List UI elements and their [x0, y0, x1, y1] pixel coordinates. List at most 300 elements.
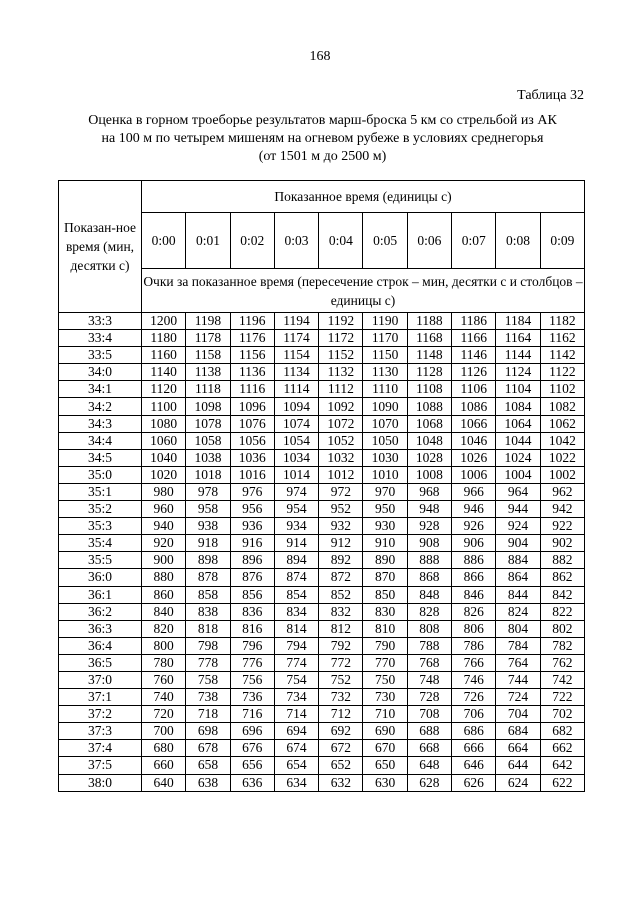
table-row [59, 483, 585, 500]
score-cell: 776 [230, 654, 274, 671]
score-cell: 956 [230, 501, 274, 518]
score-cell: 1082 [540, 398, 584, 415]
score-cell: 940 [142, 518, 186, 535]
score-cell: 740 [142, 689, 186, 706]
scores-table [58, 180, 585, 792]
score-cell: 1158 [186, 347, 230, 364]
score-cell: 1126 [452, 364, 496, 381]
score-cell: 974 [274, 483, 318, 500]
table-row [59, 415, 585, 432]
score-cell: 958 [186, 501, 230, 518]
score-cell: 644 [496, 757, 540, 774]
score-cell: 1100 [142, 398, 186, 415]
score-cell: 1080 [142, 415, 186, 432]
score-cell: 716 [230, 706, 274, 723]
score-cell: 870 [363, 569, 407, 586]
score-cell: 976 [230, 483, 274, 500]
score-cell: 930 [363, 518, 407, 535]
score-cell: 782 [540, 637, 584, 654]
score-cell: 872 [319, 569, 363, 586]
score-cell: 1084 [496, 398, 540, 415]
score-cell: 1022 [540, 449, 584, 466]
score-cell: 954 [274, 501, 318, 518]
score-cell: 1200 [142, 313, 186, 330]
score-cell: 654 [274, 757, 318, 774]
score-cell: 1190 [363, 313, 407, 330]
row-label: 38:0 [59, 774, 142, 791]
score-cell: 774 [274, 654, 318, 671]
caption-line-3: (от 1501 м до 2500 м) [258, 149, 387, 164]
column-header: 0:02 [230, 213, 274, 269]
score-cell: 1150 [363, 347, 407, 364]
table-body [59, 313, 585, 792]
score-cell: 834 [274, 603, 318, 620]
score-cell: 642 [540, 757, 584, 774]
table-row [59, 671, 585, 688]
row-label: 34:5 [59, 449, 142, 466]
score-cell: 1004 [496, 466, 540, 483]
score-cell: 762 [540, 654, 584, 671]
score-cell: 858 [186, 586, 230, 603]
score-cell: 1160 [142, 347, 186, 364]
score-cell: 812 [319, 620, 363, 637]
score-cell: 886 [452, 552, 496, 569]
score-cell: 648 [407, 757, 451, 774]
score-cell: 1048 [407, 432, 451, 449]
score-cell: 962 [540, 483, 584, 500]
score-cell: 898 [186, 552, 230, 569]
score-cell: 706 [452, 706, 496, 723]
score-cell: 682 [540, 723, 584, 740]
score-cell: 764 [496, 654, 540, 671]
score-cell: 1166 [452, 330, 496, 347]
score-cell: 916 [230, 535, 274, 552]
table-row [59, 637, 585, 654]
table-row [59, 740, 585, 757]
score-cell: 702 [540, 706, 584, 723]
score-cell: 1180 [142, 330, 186, 347]
table-row [59, 466, 585, 483]
score-cell: 852 [319, 586, 363, 603]
score-cell: 1016 [230, 466, 274, 483]
score-cell: 888 [407, 552, 451, 569]
score-cell: 1042 [540, 432, 584, 449]
row-label: 37:0 [59, 671, 142, 688]
score-cell: 696 [230, 723, 274, 740]
score-cell: 936 [230, 518, 274, 535]
score-cell: 848 [407, 586, 451, 603]
score-cell: 1182 [540, 313, 584, 330]
score-cell: 686 [452, 723, 496, 740]
score-cell: 730 [363, 689, 407, 706]
score-cell: 634 [274, 774, 318, 791]
score-cell: 1034 [274, 449, 318, 466]
table-row [59, 552, 585, 569]
table-row [59, 398, 585, 415]
score-cell: 1162 [540, 330, 584, 347]
row-label: 36:4 [59, 637, 142, 654]
score-cell: 876 [230, 569, 274, 586]
score-cell: 1146 [452, 347, 496, 364]
score-cell: 1184 [496, 313, 540, 330]
score-cell: 902 [540, 535, 584, 552]
table-row [59, 757, 585, 774]
score-cell: 708 [407, 706, 451, 723]
score-cell: 792 [319, 637, 363, 654]
table-row [59, 569, 585, 586]
score-cell: 626 [452, 774, 496, 791]
score-cell: 750 [363, 671, 407, 688]
score-cell: 838 [186, 603, 230, 620]
score-cell: 1006 [452, 466, 496, 483]
table-row [59, 586, 585, 603]
score-cell: 1172 [319, 330, 363, 347]
column-header: 0:08 [496, 213, 540, 269]
points-header: Очки за показанное время (пересечение строк – мин, десятки с и столбцов – единицы с) [142, 269, 585, 313]
score-cell: 722 [540, 689, 584, 706]
score-cell: 698 [186, 723, 230, 740]
row-label: 34:0 [59, 364, 142, 381]
score-cell: 1062 [540, 415, 584, 432]
score-cell: 674 [274, 740, 318, 757]
score-cell: 920 [142, 535, 186, 552]
score-cell: 690 [363, 723, 407, 740]
score-cell: 692 [319, 723, 363, 740]
score-cell: 652 [319, 757, 363, 774]
score-cell: 814 [274, 620, 318, 637]
score-cell: 678 [186, 740, 230, 757]
score-cell: 798 [186, 637, 230, 654]
score-cell: 688 [407, 723, 451, 740]
score-cell: 734 [274, 689, 318, 706]
score-cell: 744 [496, 671, 540, 688]
score-cell: 1170 [363, 330, 407, 347]
score-cell: 802 [540, 620, 584, 637]
score-cell: 732 [319, 689, 363, 706]
table-row [59, 689, 585, 706]
row-label: 37:1 [59, 689, 142, 706]
score-cell: 778 [186, 654, 230, 671]
row-label: 36:2 [59, 603, 142, 620]
score-cell: 948 [407, 501, 451, 518]
score-cell: 1040 [142, 449, 186, 466]
score-cell: 1176 [230, 330, 274, 347]
score-cell: 780 [142, 654, 186, 671]
table-row [59, 603, 585, 620]
score-cell: 1058 [186, 432, 230, 449]
score-cell: 1152 [319, 347, 363, 364]
score-cell: 1072 [319, 415, 363, 432]
score-cell: 694 [274, 723, 318, 740]
score-cell: 1144 [496, 347, 540, 364]
score-cell: 700 [142, 723, 186, 740]
score-cell: 720 [142, 706, 186, 723]
row-label: 35:5 [59, 552, 142, 569]
score-cell: 1148 [407, 347, 451, 364]
score-cell: 712 [319, 706, 363, 723]
score-cell: 1178 [186, 330, 230, 347]
score-cell: 1106 [452, 381, 496, 398]
table-row [59, 723, 585, 740]
score-cell: 882 [540, 552, 584, 569]
column-header: 0:06 [407, 213, 451, 269]
score-cell: 818 [186, 620, 230, 637]
score-cell: 816 [230, 620, 274, 637]
score-cell: 1154 [274, 347, 318, 364]
score-cell: 1168 [407, 330, 451, 347]
score-cell: 942 [540, 501, 584, 518]
row-label: 37:3 [59, 723, 142, 740]
row-label: 37:4 [59, 740, 142, 757]
table-row [59, 620, 585, 637]
score-cell: 1054 [274, 432, 318, 449]
row-label: 36:3 [59, 620, 142, 637]
score-cell: 1092 [319, 398, 363, 415]
score-cell: 938 [186, 518, 230, 535]
score-cell: 960 [142, 501, 186, 518]
score-cell: 804 [496, 620, 540, 637]
score-cell: 638 [186, 774, 230, 791]
score-cell: 800 [142, 637, 186, 654]
column-header: 0:05 [363, 213, 407, 269]
score-cell: 924 [496, 518, 540, 535]
table-row [59, 364, 585, 381]
row-label: 36:5 [59, 654, 142, 671]
page-number: 168 [309, 49, 331, 64]
score-cell: 736 [230, 689, 274, 706]
score-cell: 772 [319, 654, 363, 671]
score-cell: 1198 [186, 313, 230, 330]
score-cell: 880 [142, 569, 186, 586]
score-cell: 1186 [452, 313, 496, 330]
score-cell: 854 [274, 586, 318, 603]
score-cell: 922 [540, 518, 584, 535]
score-cell: 658 [186, 757, 230, 774]
table-row [59, 313, 585, 330]
score-cell: 828 [407, 603, 451, 620]
score-cell: 808 [407, 620, 451, 637]
score-cell: 1086 [452, 398, 496, 415]
row-label: 35:0 [59, 466, 142, 483]
score-cell: 718 [186, 706, 230, 723]
score-cell: 768 [407, 654, 451, 671]
score-cell: 1114 [274, 381, 318, 398]
score-cell: 1002 [540, 466, 584, 483]
score-cell: 724 [496, 689, 540, 706]
score-cell: 1118 [186, 381, 230, 398]
table-row [59, 381, 585, 398]
score-cell: 1112 [319, 381, 363, 398]
score-cell: 1122 [540, 364, 584, 381]
score-cell: 624 [496, 774, 540, 791]
score-cell: 966 [452, 483, 496, 500]
score-cell: 756 [230, 671, 274, 688]
score-cell: 1188 [407, 313, 451, 330]
score-cell: 1052 [319, 432, 363, 449]
score-cell: 660 [142, 757, 186, 774]
row-header: Показан-ное время (мин, десятки с) [59, 181, 142, 313]
score-cell: 842 [540, 586, 584, 603]
score-cell: 666 [452, 740, 496, 757]
row-label: 34:3 [59, 415, 142, 432]
score-cell: 1192 [319, 313, 363, 330]
column-header: 0:00 [142, 213, 186, 269]
score-cell: 900 [142, 552, 186, 569]
score-cell: 1136 [230, 364, 274, 381]
table-label: Таблица 32 [517, 88, 584, 103]
score-cell: 1020 [142, 466, 186, 483]
score-cell: 1108 [407, 381, 451, 398]
score-cell: 748 [407, 671, 451, 688]
row-label: 35:1 [59, 483, 142, 500]
row-label: 33:4 [59, 330, 142, 347]
table-row [59, 449, 585, 466]
score-cell: 904 [496, 535, 540, 552]
score-cell: 794 [274, 637, 318, 654]
score-cell: 1110 [363, 381, 407, 398]
score-cell: 1008 [407, 466, 451, 483]
table-row [59, 654, 585, 671]
score-cell: 1070 [363, 415, 407, 432]
score-cell: 840 [142, 603, 186, 620]
row-label: 37:5 [59, 757, 142, 774]
score-cell: 662 [540, 740, 584, 757]
score-cell: 1026 [452, 449, 496, 466]
score-cell: 1038 [186, 449, 230, 466]
column-header: 0:09 [540, 213, 584, 269]
score-cell: 1078 [186, 415, 230, 432]
score-cell: 1124 [496, 364, 540, 381]
score-cell: 822 [540, 603, 584, 620]
score-cell: 950 [363, 501, 407, 518]
score-cell: 672 [319, 740, 363, 757]
shown-time-header: Показанное время (единицы с) [142, 181, 585, 213]
score-cell: 788 [407, 637, 451, 654]
column-header: 0:07 [452, 213, 496, 269]
score-cell: 830 [363, 603, 407, 620]
score-cell: 864 [496, 569, 540, 586]
score-cell: 1164 [496, 330, 540, 347]
score-cell: 728 [407, 689, 451, 706]
score-cell: 1096 [230, 398, 274, 415]
score-cell: 714 [274, 706, 318, 723]
score-cell: 972 [319, 483, 363, 500]
score-cell: 1014 [274, 466, 318, 483]
score-cell: 766 [452, 654, 496, 671]
score-cell: 684 [496, 723, 540, 740]
score-cell: 1010 [363, 466, 407, 483]
row-label: 36:1 [59, 586, 142, 603]
score-cell: 910 [363, 535, 407, 552]
score-cell: 1174 [274, 330, 318, 347]
score-cell: 1050 [363, 432, 407, 449]
score-cell: 884 [496, 552, 540, 569]
score-cell: 742 [540, 671, 584, 688]
score-cell: 1046 [452, 432, 496, 449]
score-cell: 1102 [540, 381, 584, 398]
score-cell: 826 [452, 603, 496, 620]
score-cell: 650 [363, 757, 407, 774]
caption-line-1: Оценка в горном троеборье результатов марш-броска 5 км со стрельбой из АК [88, 113, 557, 128]
column-header: 0:03 [274, 213, 318, 269]
score-cell: 810 [363, 620, 407, 637]
score-cell: 640 [142, 774, 186, 791]
score-cell: 770 [363, 654, 407, 671]
score-cell: 978 [186, 483, 230, 500]
score-cell: 1064 [496, 415, 540, 432]
score-cell: 1056 [230, 432, 274, 449]
score-cell: 926 [452, 518, 496, 535]
score-cell: 890 [363, 552, 407, 569]
score-cell: 964 [496, 483, 540, 500]
score-cell: 850 [363, 586, 407, 603]
score-cell: 862 [540, 569, 584, 586]
score-cell: 1128 [407, 364, 451, 381]
score-cell: 970 [363, 483, 407, 500]
score-cell: 1094 [274, 398, 318, 415]
score-cell: 1120 [142, 381, 186, 398]
score-cell: 824 [496, 603, 540, 620]
score-cell: 846 [452, 586, 496, 603]
score-cell: 1140 [142, 364, 186, 381]
score-cell: 932 [319, 518, 363, 535]
score-cell: 746 [452, 671, 496, 688]
row-label: 33:3 [59, 313, 142, 330]
score-cell: 710 [363, 706, 407, 723]
score-cell: 632 [319, 774, 363, 791]
score-cell: 946 [452, 501, 496, 518]
score-cell: 1018 [186, 466, 230, 483]
score-cell: 630 [363, 774, 407, 791]
score-cell: 896 [230, 552, 274, 569]
score-cell: 980 [142, 483, 186, 500]
score-cell: 622 [540, 774, 584, 791]
score-cell: 912 [319, 535, 363, 552]
score-cell: 656 [230, 757, 274, 774]
score-cell: 866 [452, 569, 496, 586]
row-label: 36:0 [59, 569, 142, 586]
score-cell: 878 [186, 569, 230, 586]
score-cell: 760 [142, 671, 186, 688]
score-cell: 952 [319, 501, 363, 518]
score-cell: 1090 [363, 398, 407, 415]
score-cell: 784 [496, 637, 540, 654]
table-row [59, 501, 585, 518]
score-cell: 1156 [230, 347, 274, 364]
score-cell: 752 [319, 671, 363, 688]
score-cell: 1012 [319, 466, 363, 483]
row-label: 33:5 [59, 347, 142, 364]
table-row [59, 518, 585, 535]
score-cell: 754 [274, 671, 318, 688]
score-cell: 668 [407, 740, 451, 757]
score-cell: 908 [407, 535, 451, 552]
column-header: 0:04 [319, 213, 363, 269]
score-cell: 1104 [496, 381, 540, 398]
score-cell: 726 [452, 689, 496, 706]
row-label: 34:4 [59, 432, 142, 449]
score-cell: 856 [230, 586, 274, 603]
score-cell: 820 [142, 620, 186, 637]
score-cell: 894 [274, 552, 318, 569]
column-header: 0:01 [186, 213, 230, 269]
score-cell: 738 [186, 689, 230, 706]
table-row [59, 432, 585, 449]
score-cell: 636 [230, 774, 274, 791]
table-row [59, 535, 585, 552]
table-row [59, 706, 585, 723]
score-cell: 906 [452, 535, 496, 552]
